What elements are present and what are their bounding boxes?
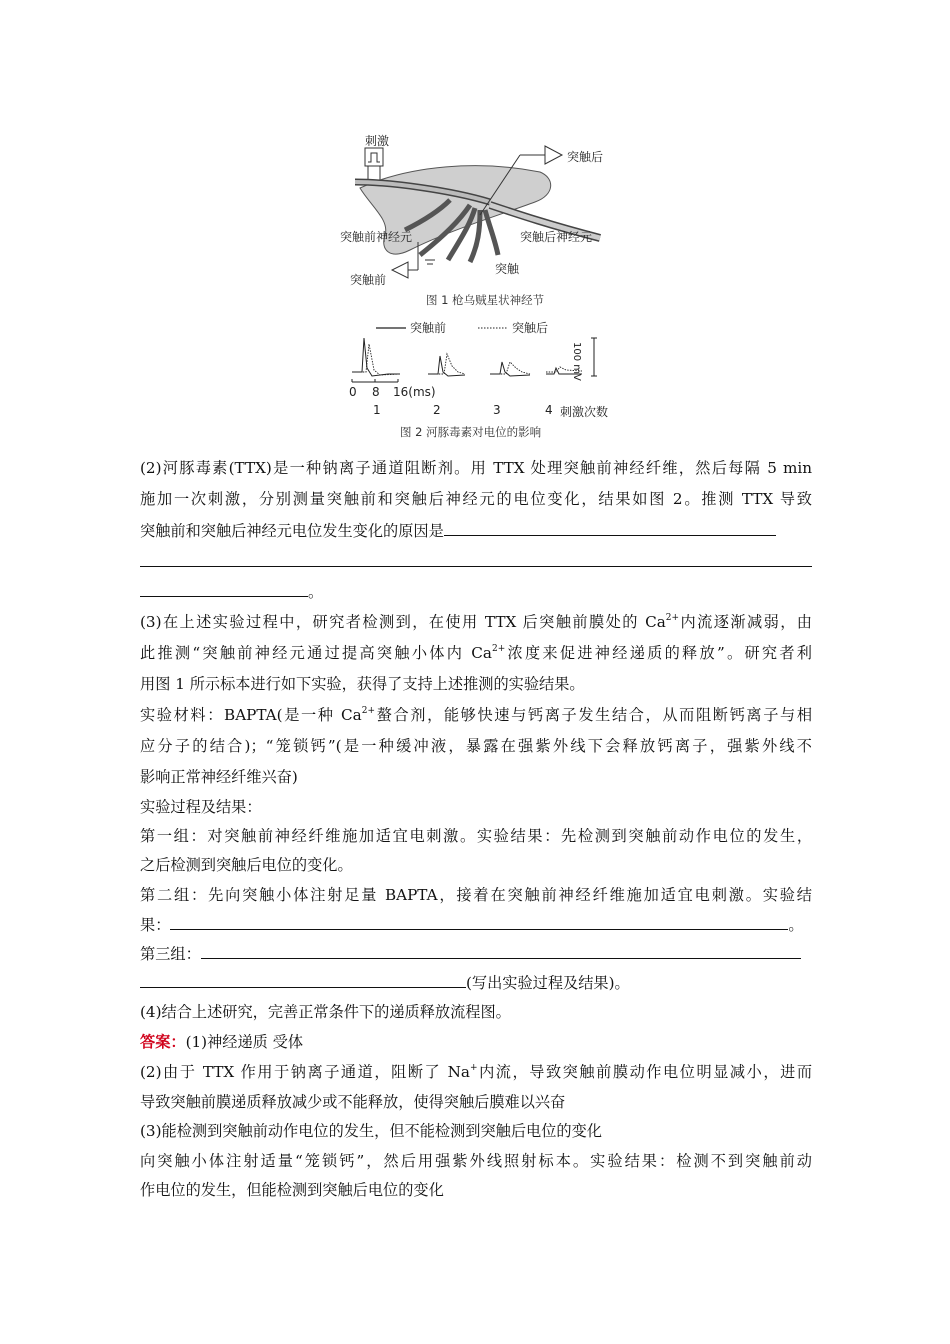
answer-blank[interactable] bbox=[140, 972, 466, 988]
label-postsynaptic: 突触后 bbox=[567, 150, 604, 164]
q3-line-6: 影响正常神经纤维兴奋) bbox=[140, 768, 298, 786]
label-presynaptic-neuron: 突触前神经元 bbox=[340, 230, 413, 244]
q2-line-end: 。 bbox=[140, 581, 812, 602]
figure-1-caption: 图 1 枪乌贼星状神经节 bbox=[426, 293, 545, 307]
answer-line-2: (2)由于 TTX 作用于钠离子通道，阻断了 Na+内流，导致突触前膜动作电位明显减小，进而 bbox=[140, 1063, 813, 1081]
answer-blank[interactable] bbox=[170, 914, 788, 930]
q3-line-9: 之后检测到突触后电位的变化。 bbox=[140, 856, 353, 874]
label-synapse: 突触 bbox=[495, 262, 520, 276]
answer-line-3: 导致突触前膜递质释放减少或不能释放，使得突触后膜难以兴奋 bbox=[140, 1093, 566, 1111]
axis-tick-0: 0 bbox=[349, 385, 357, 399]
answer-label: 答案： bbox=[140, 1033, 186, 1051]
q3-line-1: (3)在上述实验过程中，研究者检测到，在使用 TTX 后突触前膜处的 $Ca^{2+}$内流逐渐减弱，由 bbox=[140, 613, 812, 631]
figure-2-caption: 图 2 河豚毒素对电位的影响 bbox=[400, 425, 542, 439]
answer-line-1: 答案：(1)神经递质 受体 bbox=[140, 1033, 304, 1051]
legend-pre: 突触前 bbox=[410, 321, 447, 335]
answer-blank[interactable] bbox=[201, 943, 801, 959]
q3-line-10: 第二组：先向突触小体注射足量 BAPTA，接着在突触前神经纤维施加适宜电刺激。实验结 bbox=[140, 886, 812, 904]
q2-line-3: 突触前和突触后神经元电位发生变化的原因是 bbox=[140, 520, 812, 541]
axis-tick-8: 8 bbox=[372, 385, 380, 399]
figure-2 bbox=[330, 318, 630, 442]
scale-label: 100 mV bbox=[571, 342, 582, 381]
answer-blank[interactable] bbox=[444, 520, 776, 536]
q3-line-8: 第一组：对突触前神经纤维施加适宜电刺激。实验结果：先检测到突触前动作电位的发生， bbox=[140, 827, 812, 845]
trace-number-1: 1 bbox=[373, 403, 381, 417]
label-postsynaptic-neuron: 突触后神经元 bbox=[520, 230, 593, 244]
q3-line-13: (写出实验过程及结果)。 bbox=[140, 972, 812, 993]
answer-line-6: 作电位的发生，但能检测到突触后电位的变化 bbox=[140, 1181, 444, 1199]
axis-tick-16: 16(ms) bbox=[393, 385, 436, 399]
legend-solid-line bbox=[376, 326, 406, 330]
q3-line-12: 第三组： bbox=[140, 943, 812, 964]
label-stimulus: 刺激 bbox=[365, 134, 390, 148]
legend-dotted-line bbox=[478, 326, 508, 330]
answer-line-4: (3)能检测到突触前动作电位的发生，但不能检测到突触后电位的变化 bbox=[140, 1122, 602, 1140]
label-presynaptic: 突触前 bbox=[350, 273, 387, 287]
q4-line: (4)结合上述研究，完善正常条件下的递质释放流程图。 bbox=[140, 1003, 511, 1021]
answer-line-5: 向突触小体注射适量“笼锁钙”，然后用强紫外线照射标本。实验结果：检测不到突触前动 bbox=[140, 1152, 812, 1170]
q3-line-7: 实验过程及结果： bbox=[140, 798, 262, 816]
answer-blank[interactable] bbox=[140, 581, 308, 597]
q3-line-5: 应分子的结合)；“笼锁钙”(是一种缓冲液，暴露在强紫外线下会释放钙离子，强紫外线不 bbox=[140, 737, 812, 755]
count-label: 刺激次数 bbox=[560, 405, 609, 419]
trace-number-2: 2 bbox=[433, 403, 441, 417]
q3-line-11: 果： 。 bbox=[140, 916, 804, 934]
q3-line-3: 用图 1 所示标本进行如下实验，获得了支持上述推测的实验结果。 bbox=[140, 675, 585, 693]
q2-line-2: 施加一次刺激，分别测量突触前和突触后神经元的电位变化，结果如图 2。推测 TTX 导致 bbox=[140, 490, 812, 508]
q3-line-4: 实验材料：BAPTA(是一种 $Ca^{2+}$螯合剂，能够快速与钙离子发生结合，从而阻断钙离子与相 bbox=[140, 706, 813, 724]
q2-blank-line[interactable] bbox=[140, 551, 812, 572]
trace-number-3: 3 bbox=[493, 403, 501, 417]
q3-line-2: 此推测“突触前神经元通过提高突触小体内 $Ca^{2+}$浓度来促进神经递质的释放”。研究者利 bbox=[140, 644, 812, 662]
q2-line-1: (2)河豚毒素(TTX)是一种钠离子通道阻断剂。用 TTX 处理突触前神经纤维，然后每隔 5 min bbox=[140, 459, 812, 477]
trace-number-4: 4 bbox=[545, 403, 553, 417]
figure-1 bbox=[330, 120, 630, 320]
legend-post: 突触后 bbox=[512, 321, 549, 335]
